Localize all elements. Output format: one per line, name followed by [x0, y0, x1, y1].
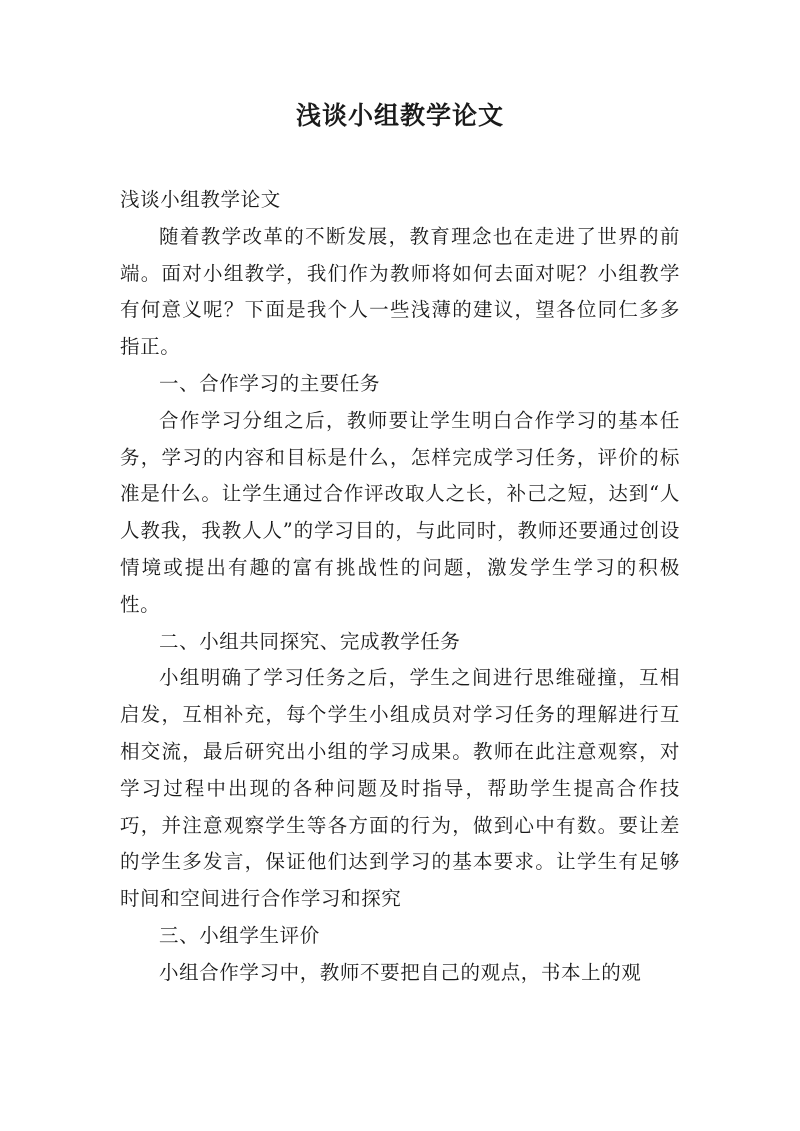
- intro-paragraph: 随着教学改革的不断发展，教育理念也在走进了世界的前端。面对小组教学，我们作为教师将如何去面对呢？小组教学有何意义呢？下面是我个人一些浅薄的建议，望各位同仁多多指正。: [120, 224, 680, 359]
- document-body: [120, 182, 680, 992]
- section-1-heading: 一、合作学习的主要任务: [159, 371, 381, 395]
- document-title: 浅谈小组教学论文: [295, 101, 504, 130]
- section-2-paragraph: 小组明确了学习任务之后，学生之间进行思维碰撞，互相启发，互相补充，每个学生小组成员对学习任务的理解进行互相交流，最后研究出小组的学习成果。教师在此注意观察，对学习过程中出现的各种问题及时指导，帮助学生提高合作技巧，并注意观察学生等各方面的行为，做到心中有数。要让差的学生多发言，保证他们达到学习的基本要求。让学生有足够时间和空间进行合作学习和探究: [120, 666, 680, 911]
- section-2-heading: 二、小组共同探究、完成教学任务: [159, 629, 461, 653]
- section-1-paragraph: 合作学习分组之后，教师要让学生明白合作学习的基本任务，学习的内容和目标是什么，怎样完成学习任务，评价的标准是什么。让学生通过合作评改取人之长，补己之短，达到“人人教我，我教人人”的学习目的，与此同时，教师还要通过创设情境或提出有趣的富有挑战性的问题，激发学生学习的积极性。: [120, 408, 680, 616]
- section-3-paragraph: 小组合作学习中，教师不要把自己的观点，书本上的观: [159, 960, 642, 984]
- section-3-heading: 三、小组学生评价: [159, 923, 320, 947]
- document-subtitle: 浅谈小组教学论文: [120, 188, 281, 211]
